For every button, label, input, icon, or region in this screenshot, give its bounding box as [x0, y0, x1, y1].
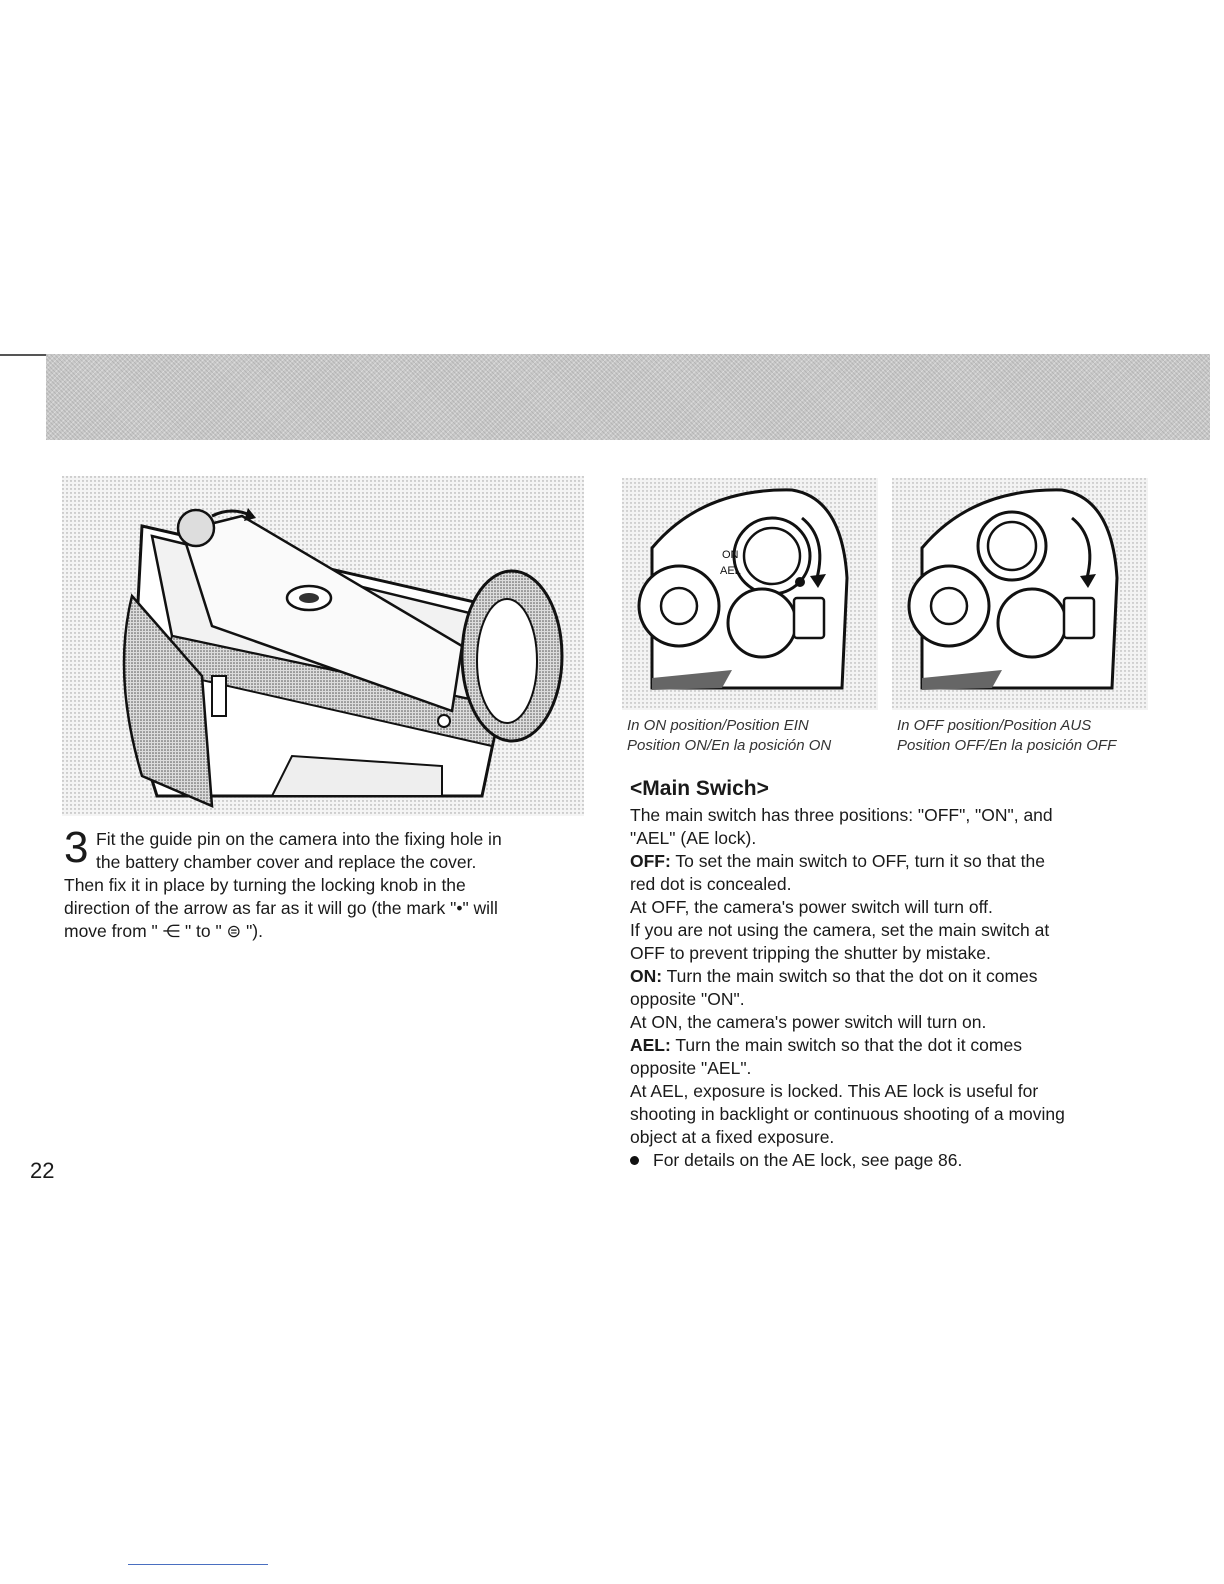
ael-line-5: object at a fixed exposure. — [630, 1127, 835, 1147]
off-label: OFF: — [630, 851, 671, 871]
on-label: ON: — [630, 966, 663, 986]
step-number: 3 — [64, 823, 89, 872]
off-line-3: At OFF, the camera's power switch will turn off. — [630, 897, 993, 917]
page-number: 22 — [30, 1158, 55, 1183]
camera-bottom-illustration — [62, 476, 584, 816]
bullet-icon — [630, 1156, 639, 1165]
ael-line-1: AEL: Turn the main switch so that the dot it comes — [630, 1035, 1022, 1055]
switch-ael-label: AEL — [720, 565, 741, 577]
caption-on-line-1: In ON position/Position EIN — [627, 717, 809, 734]
note-line: For details on the AE lock, see page 86. — [622, 1149, 962, 1172]
main-switch-on-illustration — [622, 478, 878, 710]
ael-line-3: At AEL, exposure is locked. This AE lock is useful for — [630, 1081, 1039, 1101]
step3-line-3: Then fix it in place by turning the locking knob in the — [64, 875, 466, 895]
caption-off-line-2: Position OFF/En la posición OFF — [897, 737, 1117, 754]
ael-line-2: opposite "AEL". — [630, 1058, 752, 1078]
caption-off-line-1: In OFF position/Position AUS — [897, 717, 1092, 734]
off-line-2: red dot is concealed. — [630, 874, 792, 894]
off-line-4: If you are not using the camera, set the main switch at — [630, 920, 1050, 940]
step3-line-5: move from " ⋲ " to " ⊜ "). — [64, 921, 263, 941]
step3-line-2: the battery chamber cover and replace the cover. — [96, 852, 477, 872]
header-band — [46, 354, 1210, 440]
off-line-1: OFF: To set the main switch to OFF, turn it so that the — [630, 851, 1045, 871]
step3-line-4: direction of the arrow as far as it will go (the mark "•" will — [64, 898, 498, 918]
bottom-rule — [128, 1564, 268, 1565]
intro-line-1: The main switch has three positions: "OFF", "ON", and — [630, 805, 1053, 825]
step3-line-1: Fit the guide pin on the camera into the fixing hole in — [96, 829, 502, 849]
ael-line-4: shooting in backlight or continuous shooting of a moving — [630, 1104, 1065, 1124]
on-line-3: At ON, the camera's power switch will turn on. — [630, 1012, 987, 1032]
caption-on-line-2: Position ON/En la posición ON — [627, 737, 832, 754]
ael-label: AEL: — [630, 1035, 671, 1055]
on-line-1: ON: Turn the main switch so that the dot on it comes — [630, 966, 1038, 986]
main-switch-off-illustration — [892, 478, 1148, 710]
on-line-2: opposite "ON". — [630, 989, 745, 1009]
intro-line-2: "AEL" (AE lock). — [630, 828, 757, 848]
switch-on-label: ON — [722, 549, 739, 561]
off-line-5: OFF to prevent tripping the shutter by mistake. — [630, 943, 991, 963]
section-title: <Main Swich> — [630, 777, 769, 800]
